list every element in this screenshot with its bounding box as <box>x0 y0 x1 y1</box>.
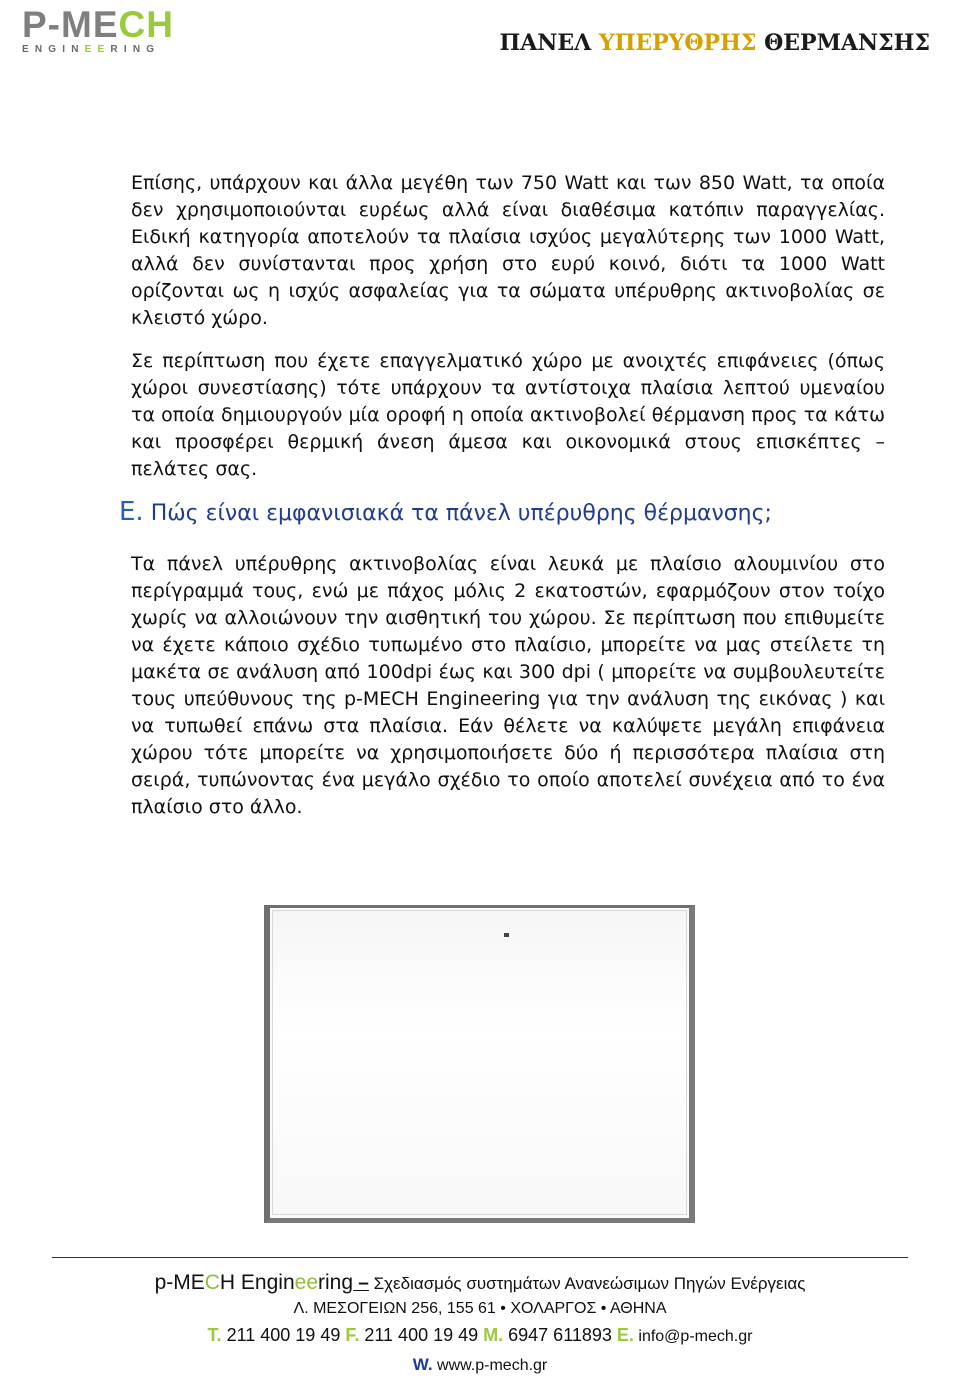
heading-letter: E. <box>119 497 144 527</box>
brand-part-a: p-ME <box>154 1271 205 1294</box>
logo-wordmark <box>22 6 212 43</box>
footer-divider <box>52 1257 908 1258</box>
title-accent: ΥΠΕΡΥΘΡΗΣ <box>598 30 757 56</box>
brand-green-2: ee <box>294 1271 318 1294</box>
logo-main-text: P-ME <box>22 4 119 45</box>
footer-tagline: Σχεδιασμός συστημάτων Ανανεώσιμων Πηγών Ενέργειας <box>368 1274 806 1293</box>
footer-brand-line <box>0 1270 960 1297</box>
heading-text: Πώς είναι εμφανισιακά τα πάνελ υπέρυθρης θέρμανσης; <box>143 501 772 526</box>
document-title <box>499 30 930 56</box>
paragraph-appearance: Τα πάνελ υπέρυθρης ακτινοβολίας είναι λευκά με πλαίσιο αλουμινίου στο περίγραμμά τους, ενώ με πάχος μόλις 2 εκατοστών, εφαρμόζουν στον τοίχο χωρίς να αλλοιώνουν την αισθητική του χώρου. Σε περίπτωση που επιθυμείτε να έχετε κάποιο σχέδιο τυπωμένο στο πλαίσιο, μπορείτε να μας στείλετε τη μακέτα σε ανάλυση από 100dpi έως και 300 dpi ( μπορείτε να συμβουλευτείτε τους υπεύθυνους της p-MECH Engineering για την ανάλυση της εικόνας ) και να τυπωθεί επάνω στα πλαίσια. Εάν θέλετε να καλύψετε μεγάλη επιφάνεια χώρου τότε μπορείτε να χρησιμοποιήσετε δύο ή περισσότερα πλαίσια στη σειρά, τυπώνοντας ένα μεγάλο σχέδιο το οποίο αποτελεί συνέχεια από το ένα πλαίσιο στο άλλο. <box>131 553 885 818</box>
tel-label: T. <box>207 1325 222 1345</box>
footer-brand <box>155 1271 353 1294</box>
footer-address: Λ. ΜΕΣΟΓΕΙΩΝ 256, 155 61 • ΧΟΛΑΡΓΟΣ • ΑΘΗΝΑ <box>293 1300 667 1317</box>
website-link[interactable]: www.p-mech.gr <box>432 1357 548 1374</box>
email-label: E. <box>616 1325 634 1345</box>
paragraph-sizes: Επίσης, υπάρχουν και άλλα μεγέθη των 750 Watt και των 850 Watt, τα οποία δεν χρησιμοποιούνται ευρέως αλλά είναι διαθέσιμα κατόπιν παραγγελίας. Ειδική κατηγορία αποτελούν τα πλαίσια ισχύος μεγαλύτερης των 1000 Watt, αλλά δεν συνίστανται προς χρήση στο ευρύ κοινό, διότι τα 1000 Watt ορίζονται ως η ισχύς ασφαλείας για τα σώματα υπέρυθρης ακτινοβολίας σε κλειστό χώρο. <box>131 172 885 329</box>
footer-web <box>0 1351 960 1380</box>
fax-number: 211 400 19 49 <box>359 1325 484 1345</box>
logo-subtitle <box>22 44 212 55</box>
email-link[interactable]: info@p-mech.gr <box>633 1328 753 1345</box>
brand-part-b: H Engin <box>219 1271 295 1294</box>
web-label: W. <box>412 1355 433 1374</box>
infrared-panel-image <box>264 905 695 1223</box>
fax-label: F. <box>345 1325 360 1345</box>
tel-number: 211 400 19 49 <box>221 1325 346 1345</box>
main-content <box>119 170 885 821</box>
logo-sub-accent: EE <box>84 44 111 55</box>
logo-sub-a: ENGIN <box>22 44 85 55</box>
panel-surface <box>272 910 687 1215</box>
mobile-number: 6947 611893 <box>503 1325 617 1345</box>
title-part-b: ΘΕΡΜΑΝΣΗΣ <box>756 30 930 56</box>
paragraph-commercial: Σε περίπτωση που έχετε επαγγελματικό χώρο με ανοιχτές επιφάνειες (όπως χώροι συνεστίασης) τότε υπάρχουν τα αντίστοιχα πλαίσια λεπτού υμεναίου τα οποία δημιουργούν μία οροφή η οποία ακτινοβολεί θέρμανση προς τα κάτω και προσφέρει θερμική άνεση άμεσα και οικονομικά στους επισκέπτες – πελάτες σας. <box>131 350 885 480</box>
footer-contacts <box>0 1321 960 1351</box>
title-part-a: ΠΑΝΕΛ <box>499 30 599 56</box>
mobile-label: M. <box>483 1325 504 1345</box>
logo-sub-b: RING <box>110 44 161 55</box>
section-heading-e <box>119 497 885 529</box>
company-logo <box>22 6 212 64</box>
logo-accent-text: CH <box>118 4 174 45</box>
footer-dash: – <box>353 1273 369 1294</box>
page-footer <box>0 1270 960 1380</box>
panel-mark <box>504 933 509 937</box>
brand-green-1: C <box>204 1271 220 1294</box>
brand-part-c: ring <box>318 1271 354 1294</box>
